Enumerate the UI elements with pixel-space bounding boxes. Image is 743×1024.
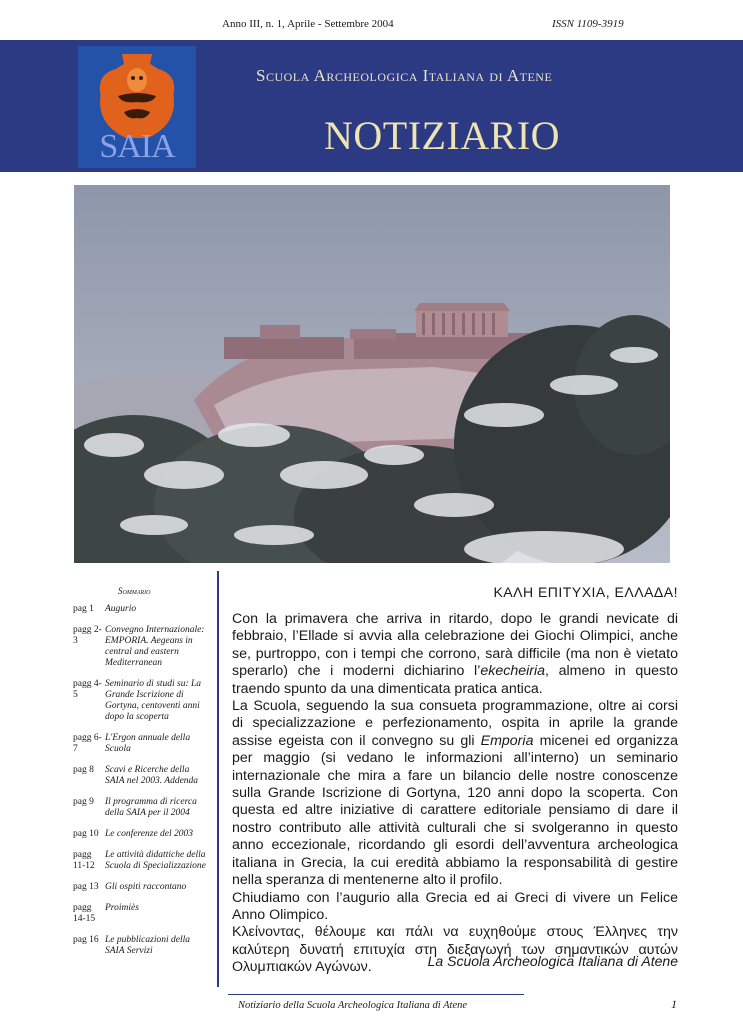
toc-page: pag 9 [73, 797, 94, 807]
saia-logo [78, 46, 196, 168]
toc-item [73, 797, 213, 819]
toc-item [73, 733, 213, 755]
school-name: Scuola Archeologica Italiana di Atene [256, 66, 553, 85]
paragraph: Chiudiamo con l’augurio alla Grecia ed ai Greci di vivere un Felice Anno Olimpico. [232, 889, 678, 923]
toc-item [73, 625, 213, 669]
toc-page: pagg 4-5 [73, 679, 102, 700]
issue-info: Anno III, n. 1, Aprile - Settembre 2004 [222, 18, 394, 30]
toc-desc: Seminario di studi su: La Grande Iscrizione di Gortyna, centoventi anni dopo la scoperta [105, 679, 202, 722]
toc-page: pagg 14-15 [73, 903, 96, 924]
toc-item [73, 935, 213, 957]
toc-page: pag 13 [73, 882, 99, 892]
toc-desc: Le conferenze del 2003 [105, 829, 194, 839]
toc-desc: Augurio [105, 604, 137, 614]
toc-page: pagg 11-12 [73, 850, 95, 871]
toc-desc: L'Ergon annuale della Scuola [105, 733, 191, 754]
issn: ISSN 1109-3919 [552, 18, 624, 30]
toc-desc: Proimiès [105, 903, 139, 913]
toc-item [73, 903, 213, 925]
article-body [232, 611, 678, 977]
toc-item [73, 882, 213, 893]
paragraph-greek: Κλείνοντας, θέλουμε και πάλι να ευχηθούμε στους Έλληνες την καλύτερη δυνατή επιτυχία στη διεξαγωγή των σημαντικών αυτών Ολυμπιακών Αγώνων. [232, 924, 678, 976]
toc-page: pagg 6-7 [73, 733, 102, 754]
toc-item [73, 604, 213, 615]
toc-item [73, 679, 213, 723]
table-of-contents [73, 604, 213, 967]
toc-desc: Le attività didattiche della Scuola di Specializzazione [105, 850, 206, 871]
page-number: 1 [671, 997, 677, 1011]
signature: La Scuola Archeologica Italiana di Atene [427, 953, 678, 969]
footer-text: Notiziario della Scuola Archeologica Italiana di Atene [238, 1000, 468, 1011]
sommario-title: Sommario [118, 586, 151, 596]
acropolis-photo [74, 185, 670, 563]
toc-item [73, 829, 213, 840]
logo-text: SAIA [99, 128, 175, 165]
toc-desc: Gli ospiti raccontano [105, 882, 187, 892]
page-title: NOTIZIARIO [324, 113, 561, 158]
toc-desc: Scavi e Ricerche della SAIA nel 2003. Addenda [105, 765, 199, 786]
toc-page: pagg 2-3 [73, 625, 102, 646]
footer-rule [228, 994, 524, 995]
toc-desc: Il programma di ricerca della SAIA per il 2004 [105, 797, 197, 818]
toc-desc: Convegno Internazionale: EMPORIA. Aegeans in central and eastern Mediterranean [105, 625, 205, 668]
column-divider [217, 571, 219, 987]
paragraph: Con la primavera che arriva in ritardo, dopo le grandi nevicate di febbraio, l’Ellade si avvia alla celebrazione dei Giochi Olimpici, anche se, purtroppo, con i tempi che corrono, sarà difficile (ma non è vietato sperarlo) che i moderni dichiarino l’ekecheiria, almeno in questo traendo spunto da una dimenticata pratica antica. [232, 611, 678, 697]
toc-page: pag 10 [73, 829, 99, 839]
toc-desc: Le pubblicazioni della SAIA Servizi [105, 935, 190, 956]
toc-page: pag 1 [73, 604, 94, 614]
toc-item [73, 765, 213, 787]
toc-page: pag 16 [73, 935, 99, 945]
article-heading: ΚΑΛΗ ΕΠΙΤΥΧΙΑ, ΕΛΛΑΔΑ! [493, 584, 678, 600]
issue-line [0, 14, 743, 34]
paragraph: La Scuola, seguendo la sua consueta programmazione, oltre ai corsi di specializzazione e perfezionamento, ospita in aprile la grande assise egeista con il convegno su gli Emporia micenei ed organizza per maggio (si vedano le informazioni all’interno) un seminario internazionale che mira a fare un bilancio delle nostre conoscenze sulla Grande Iscrizione di Gortyna, 120 anni dopo la scoperta. Con questa ed altre iniziative di carattere editoriale pensiamo di dare il nostro contributo alle attività culturali che si svolgeranno in questo anno eccezionale, ricordando gli esordi dell’avventura archeologica italiana in Grecia, la cui eredità abbiamo la responsabilità di gestire nella speranza di mentenerne alto il profilo. [232, 698, 678, 889]
toc-page: pag 8 [73, 765, 94, 775]
toc-item [73, 850, 213, 872]
